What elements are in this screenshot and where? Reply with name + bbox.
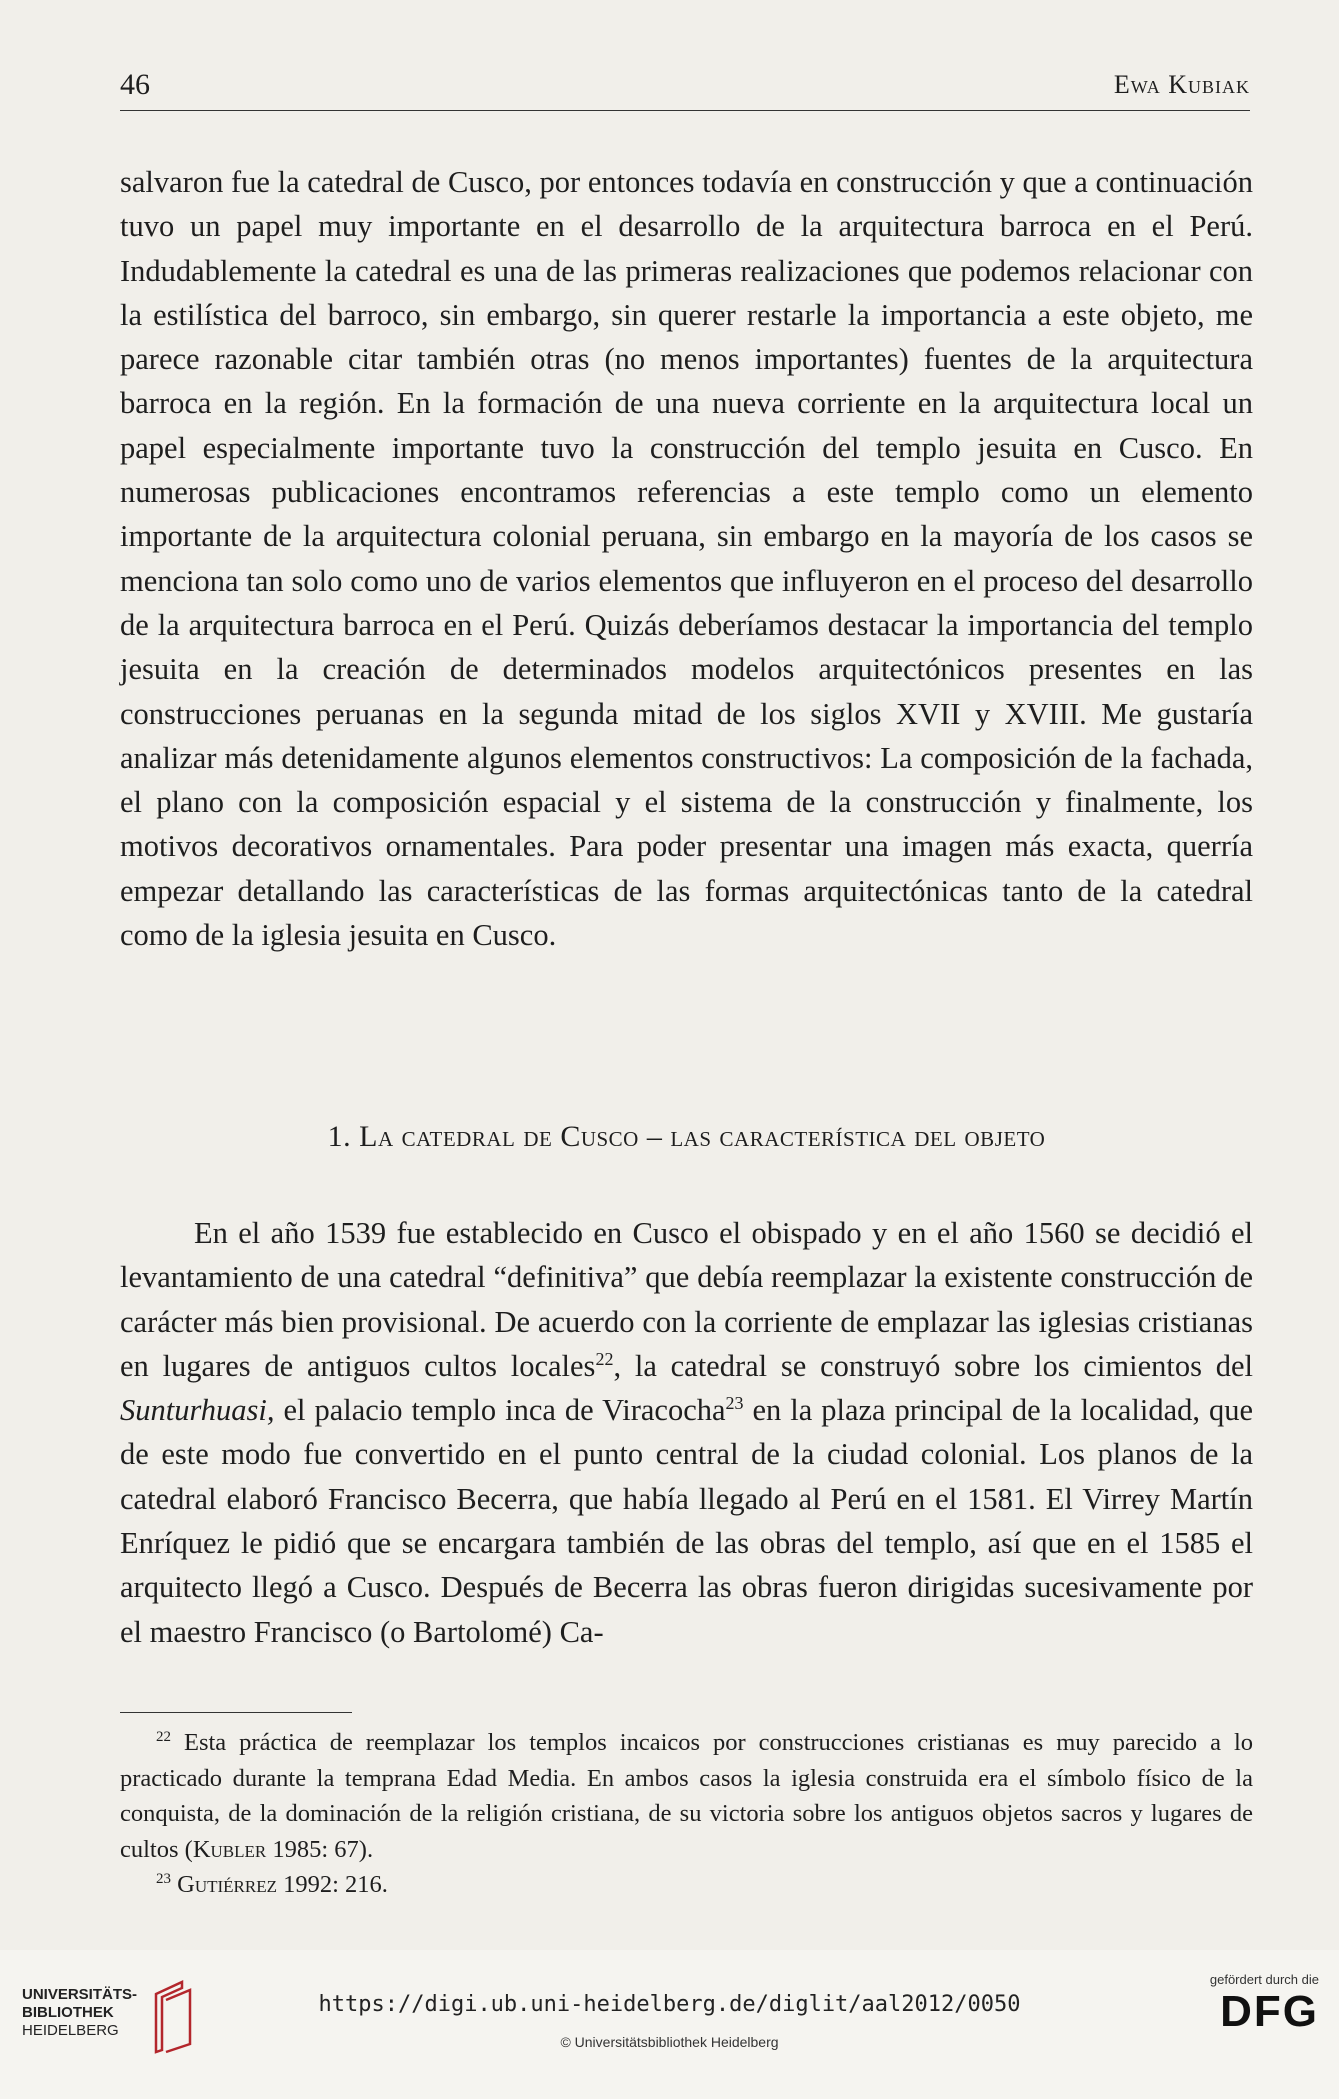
p2-italic: Sunturhuasi, bbox=[120, 1393, 275, 1428]
body-paragraph-2 bbox=[120, 1211, 1253, 1654]
footnote-number: 22 bbox=[156, 1728, 171, 1745]
footnote-tail: 1985: 67). bbox=[266, 1835, 374, 1863]
dfg-logo[interactable] bbox=[1189, 1972, 1319, 2037]
footnote-citation: Kubler bbox=[192, 1835, 267, 1863]
p2-part4: en la plaza principal de la localidad, que de este modo fue convertido en el punto central de la ciudad colonial. Los planos de la catedral elaboró Francisco Becerra, que había llegado al Perú en el 1581. El Virrey Martín Enríquez le pidió que se encargara también de las obras del templo, así que en el 1585 el arquitecto llegó a Cusco. Después de Becerra las obras fueron dirigidas sucesivamente por el maestro Francisco (o Bartolomé) Ca- bbox=[120, 1393, 1253, 1649]
footnote-ref-22[interactable]: 22 bbox=[595, 1348, 614, 1369]
permalink-url[interactable]: https://digi.ub.uni-heidelberg.de/diglit/aal2012/0050 bbox=[318, 1992, 1021, 2017]
logo-line-3: HEIDELBERG bbox=[22, 2022, 119, 2039]
footnote-citation: Gutiérrez bbox=[177, 1871, 277, 1898]
footnote-text: Esta práctica de reemplazar los templos incaicos por construcciones cristianas es muy parecido a lo practicado durante la temprana Edad Media. En ambos casos la iglesia construida era el símbolo físico de la conquista, de la dominación de la religión cristiana, de su victoria sobre los antiguos objetos sacros y lugares de cultos ( bbox=[120, 1729, 1253, 1863]
footnote-23 bbox=[120, 1867, 1253, 1903]
paragraph-text: salvaron fue la catedral de Cusco, por entonces todavía en construcción y que a continuación tuvo un papel muy importante en el desarrollo de la arquitectura barroca en el Perú. Indudablemente la catedral es una de las primeras realizaciones que podemos relacionar con la estilística del barroco, sin embargo, sin querer restarle la importancia a este objeto, me parece razonable citar también otras (no menos importantes) fuentes de la arquitectura barroca en la región. En la formación de una nueva corriente en la arquitectura local un papel especialmente importante tuvo la construcción del templo jesuita en Cusco. En numerosas publicaciones encontramos referencias a este templo como un elemento importante de la arquitectura colonial peruana, sin embargo en la mayoría de los casos se menciona tan solo como uno de varios elementos que influyeron en el proceso del desarrollo de la arquitectura barroca en el Perú. Quizás deberíamos destacar la importancia del templo jesuita en la creación de determinados modelos arquitectónicos presentes en las construcciones peruanas en la segunda mitad de los siglos XVII y XVIII. Me gustaría analizar más detenidamente algunos elementos constructivos: La composición de la fachada, el plano con la composición espacial y el sistema de la construcción y finalmente, los motivos decorativos ornamentales. Para poder presentar una imagen más exacta, querría empezar detallando las características de las formas arquitectónicas tanto de la catedral como de la iglesia jesuita en Cusco. bbox=[120, 165, 1253, 953]
p2-part1: En el año 1539 fue establecido en Cusco el obispado y en el año 1560 se decidió el levantamiento de una catedral “definitiva” que debía reemplazar la existente construcción de carácter más bien provisional. De acuerdo con la corriente de emplazar las iglesias cristianas en lugares de antiguos cultos locales bbox=[120, 1216, 1253, 1383]
running-head-author: Ewa Kubiak bbox=[1113, 70, 1250, 99]
digitization-footer bbox=[0, 1950, 1339, 2099]
footnote-22 bbox=[120, 1725, 1253, 1867]
p2-part3: el palacio templo inca de Viracocha bbox=[274, 1393, 726, 1428]
footnotes bbox=[120, 1725, 1253, 1903]
logo-line-1: UNIVERSITÄTS- bbox=[22, 1986, 138, 2003]
copyright-notice: © Universitätsbibliothek Heidelberg bbox=[560, 2034, 779, 2050]
dfg-funded-by: gefördert durch die bbox=[1209, 1972, 1319, 1987]
footnote-ref-23[interactable]: 23 bbox=[725, 1393, 744, 1414]
p2-part2: , la catedral se construyó sobre los cimientos del bbox=[613, 1348, 1254, 1383]
dfg-wordmark: DFG bbox=[1220, 1987, 1319, 2036]
footnote-number: 23 bbox=[156, 1870, 171, 1887]
body-paragraph-1 bbox=[120, 160, 1253, 957]
footnote-divider bbox=[120, 1712, 352, 1713]
footnote-tail: 1992: 216. bbox=[276, 1871, 388, 1898]
logo-line-2: BIBLIOTHEK bbox=[22, 2004, 114, 2021]
paragraph-text-2 bbox=[120, 1211, 1253, 1654]
section-heading: 1. La catedral de Cusco – las característica del objeto bbox=[327, 1120, 1046, 1153]
page-number: 46 bbox=[120, 68, 150, 101]
running-head bbox=[120, 68, 1250, 111]
